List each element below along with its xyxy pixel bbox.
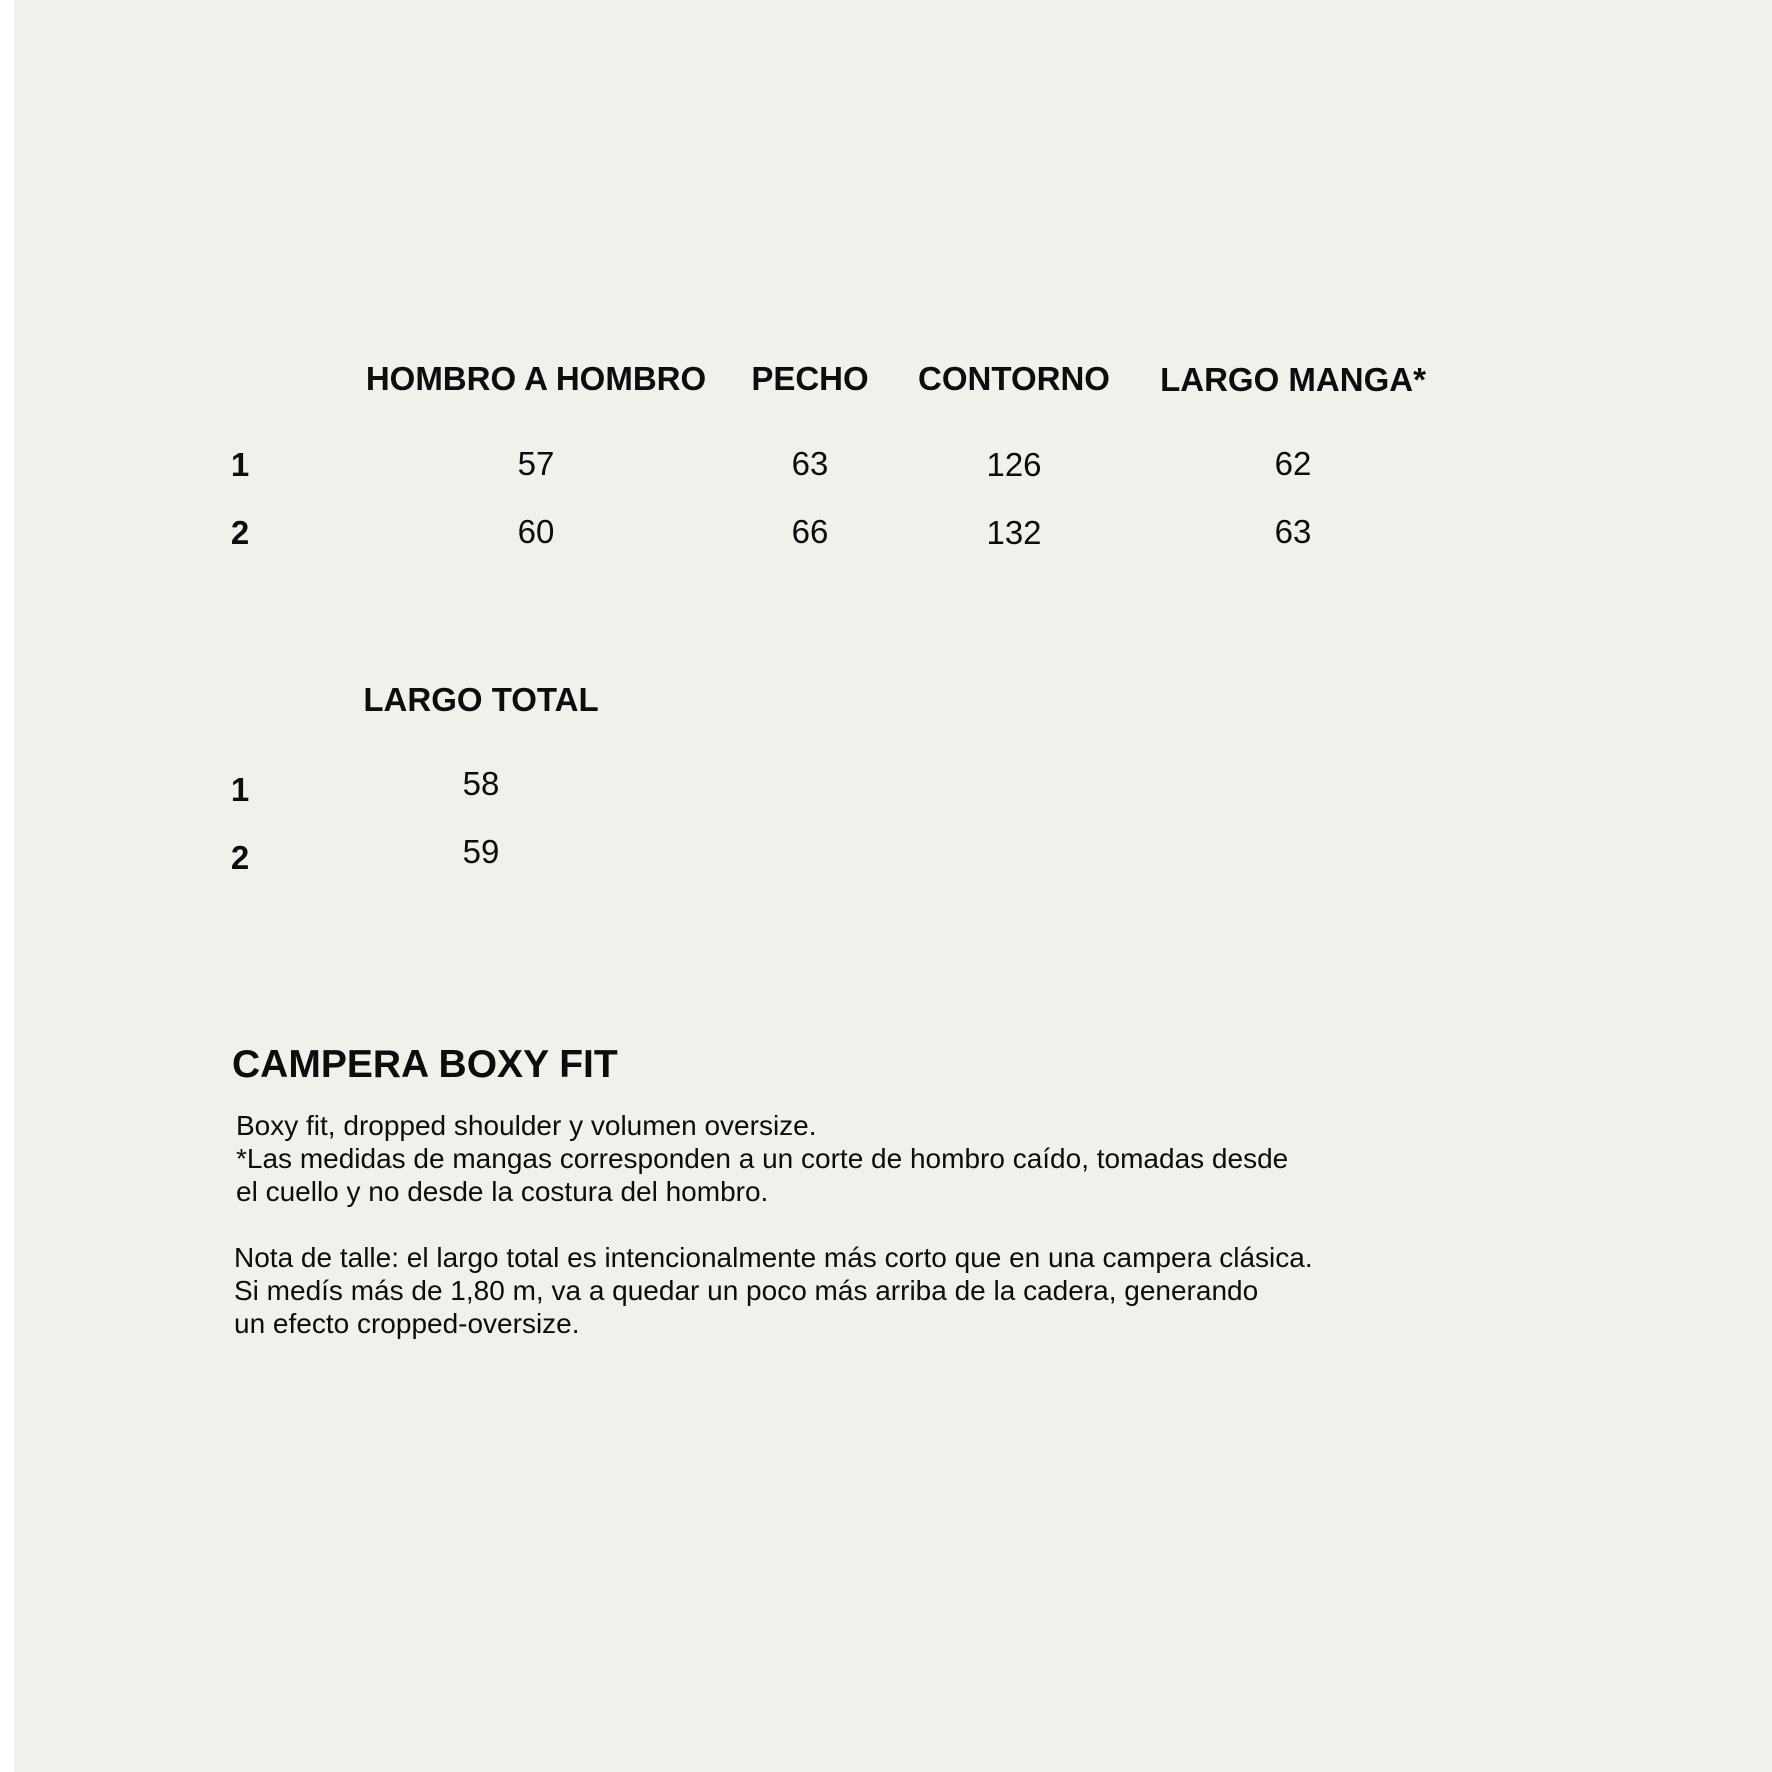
note-line: un efecto cropped-oversize. xyxy=(234,1308,580,1339)
table2-size-label-2: 2 xyxy=(230,839,250,876)
table2-cell-largo-total-1: 58 xyxy=(462,765,500,802)
table1-cell-largo-manga-2: 63 xyxy=(1274,513,1312,550)
header-largo-manga: LARGO MANGA* xyxy=(1160,361,1426,398)
note-line: Nota de talle: el largo total es intencionalmente más corto que en una campera clásica. xyxy=(234,1242,1313,1273)
header-hombro-a-hombro: HOMBRO A HOMBRO xyxy=(365,360,707,397)
table1-cell-hombro-1: 57 xyxy=(517,445,555,482)
table1-cell-largo-manga-1: 62 xyxy=(1274,445,1312,482)
table1-cell-contorno-2: 132 xyxy=(986,514,1042,551)
size-chart-sheet xyxy=(14,0,1772,1772)
description-line: el cuello y no desde la costura del hombro. xyxy=(236,1176,769,1207)
note-line: Si medís más de 1,80 m, va a quedar un poco más arriba de la cadera, generando xyxy=(234,1275,1259,1306)
description-line: *Las medidas de mangas corresponden a un corte de hombro caído, tomadas desde xyxy=(236,1143,1289,1174)
table1-cell-pecho-2: 66 xyxy=(791,513,829,550)
table2-size-label-1: 1 xyxy=(230,771,250,808)
table2-cell-largo-total-2: 59 xyxy=(462,833,500,870)
table1-size-label-1: 1 xyxy=(230,446,250,483)
size-note xyxy=(234,1241,1313,1340)
table1-cell-pecho-1: 63 xyxy=(791,445,829,482)
table1-cell-contorno-1: 126 xyxy=(986,446,1042,483)
header-contorno: CONTORNO xyxy=(918,360,1110,397)
table1-size-label-2: 2 xyxy=(230,514,250,551)
product-description xyxy=(236,1109,1288,1208)
header-largo-total: LARGO TOTAL xyxy=(363,681,599,718)
header-pecho: PECHO xyxy=(751,360,869,397)
table1-cell-hombro-2: 60 xyxy=(517,513,555,550)
product-title: CAMPERA BOXY FIT xyxy=(232,1043,618,1086)
description-line: Boxy fit, dropped shoulder y volumen oversize. xyxy=(236,1110,817,1141)
